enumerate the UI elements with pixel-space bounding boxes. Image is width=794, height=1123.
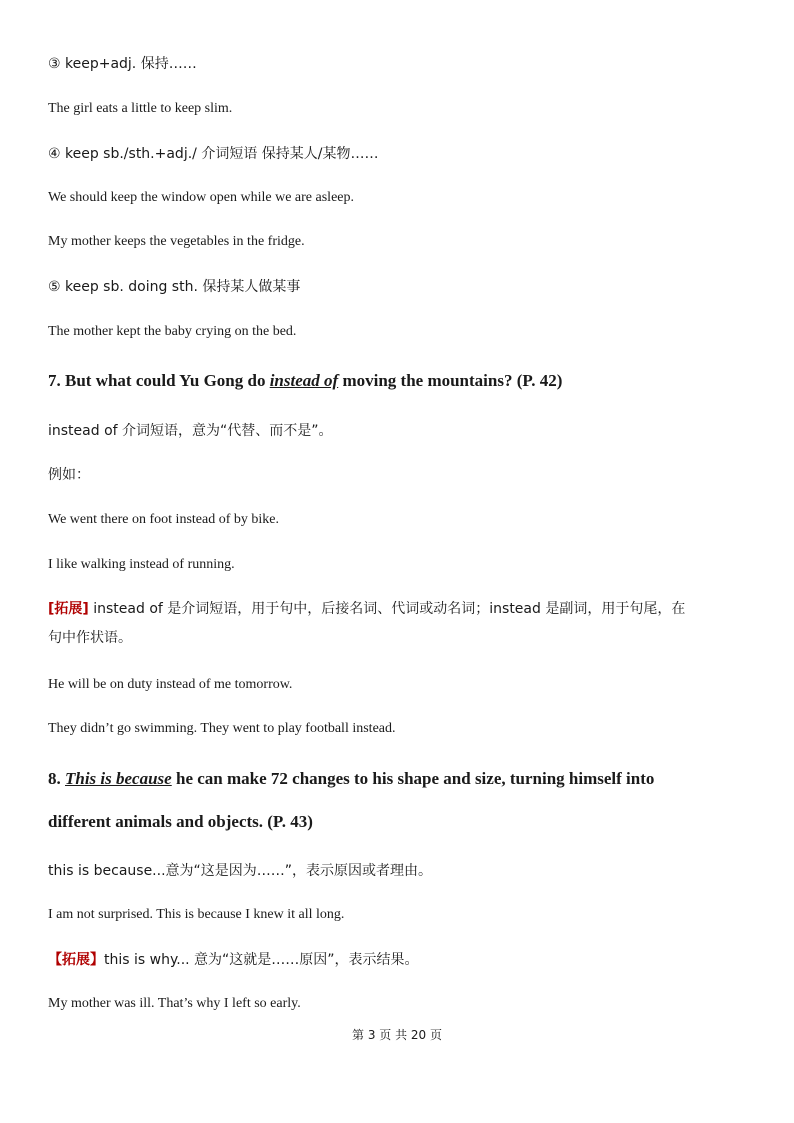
point-4-keep-sb-sth: ④ keep sb./sth.+adj./ 介词短语 保持某人/某物…… bbox=[48, 146, 379, 162]
heading-8 bbox=[48, 768, 746, 790]
extension-note bbox=[48, 600, 685, 618]
example-sentence: I like walking instead of running. bbox=[48, 557, 235, 572]
extension-note bbox=[48, 951, 419, 969]
extension-tag: 【拓展】 bbox=[48, 952, 104, 968]
extension-note-cont: 句中作状语。 bbox=[48, 630, 132, 646]
example-sentence: The girl eats a little to keep slim. bbox=[48, 101, 233, 116]
example-sentence: They didn’t go swimming. They went to play football instead. bbox=[48, 721, 396, 736]
example-label: 例如： bbox=[48, 467, 90, 483]
heading-text: 8. This is because he can make 72 changes to his shape and size, turning himself into bbox=[48, 769, 655, 788]
heading-keyphrase: instead of bbox=[269, 371, 339, 390]
point-3-keep-adj: ③ keep+adj. 保持…… bbox=[48, 56, 197, 72]
heading-text: 7. But what could Yu Gong do bbox=[48, 371, 270, 390]
extension-text: this is why... 意为“这就是……原因”，表示结果。 bbox=[104, 952, 419, 968]
heading-7 bbox=[48, 370, 562, 392]
example-sentence: The mother kept the baby crying on the bed. bbox=[48, 324, 297, 339]
example-sentence: We went there on foot instead of by bike. bbox=[48, 512, 279, 527]
explanation: instead of 介词短语，意为“代替、而不是”。 bbox=[48, 423, 333, 439]
example-sentence: He will be on duty instead of me tomorrow. bbox=[48, 677, 293, 692]
heading-8-cont: different animals and objects. (P. 43) bbox=[48, 812, 313, 831]
heading-keyphrase: This is because bbox=[65, 769, 172, 788]
example-sentence: My mother was ill. That’s why I left so early. bbox=[48, 996, 301, 1011]
extension-text: instead of 是介词短语，用于句中，后接名词、代词或动名词；instead 是副词，用于句尾，在 bbox=[88, 601, 686, 617]
extension-tag: [拓展] bbox=[48, 601, 89, 617]
heading-text: moving the mountains? (P. 42) bbox=[338, 371, 563, 390]
example-sentence: My mother keeps the vegetables in the fridge. bbox=[48, 234, 305, 249]
example-sentence: We should keep the window open while we are asleep. bbox=[48, 190, 354, 205]
example-sentence: I am not surprised. This is because I knew it all long. bbox=[48, 907, 345, 922]
page-footer: 第 3 页 共 20 页 bbox=[352, 1028, 442, 1042]
explanation: this is because...意为“这是因为……”，表示原因或者理由。 bbox=[48, 863, 433, 879]
point-5-keep-doing: ⑤ keep sb. doing sth. 保持某人做某事 bbox=[48, 279, 301, 295]
